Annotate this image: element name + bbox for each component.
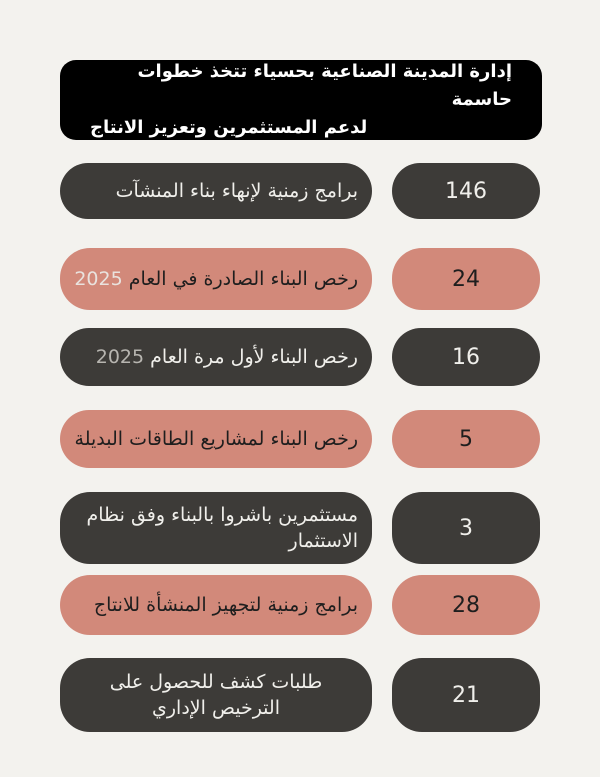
stat-value-row-4 [392, 410, 540, 468]
year-text: 2025 [74, 268, 123, 290]
year-text: 2025 [95, 346, 145, 368]
stat-value-text: 5 [459, 426, 473, 452]
header-title-line-2: لدعم المستثمرين وتعزيز الانتاج [90, 117, 368, 138]
stat-label-text: مستثمرين باشروا بالبناء وفق نظام الاستثمار [86, 504, 358, 552]
stat-label-row-4 [60, 410, 372, 468]
stat-label-row-3 [60, 328, 372, 386]
stat-label-row-5 [60, 492, 372, 564]
stat-label-row-1 [60, 163, 372, 219]
stat-label-text: رخص البناء لمشاريع الطاقات البديلة [74, 428, 358, 450]
stat-label-row-2 [60, 248, 372, 310]
stat-value-row-1 [392, 163, 540, 219]
stat-value-text: 3 [459, 515, 473, 541]
stat-value-text: 24 [452, 266, 480, 292]
stat-value-text: 28 [452, 592, 480, 618]
stat-label-row-7 [60, 658, 372, 732]
stat-value-row-2 [392, 248, 540, 310]
stat-value-row-6 [392, 575, 540, 635]
stat-value-row-7 [392, 658, 540, 732]
stat-label-text: رخص البناء الصادرة في العام 2025 [74, 268, 358, 290]
header-title-line-1: إدارة المدينة الصناعية بحسياء تتخذ خطوات حاسمة [137, 61, 512, 110]
stat-label-text: برامج زمنية لإنهاء بناء المنشآت [115, 180, 358, 202]
stat-label-text: طلبات كشف للحصول على الترخيص الإداري [109, 671, 323, 719]
stat-label-row-6 [60, 575, 372, 635]
stat-label-text: رخص البناء لأول مرة العام 2025 [95, 346, 358, 368]
stat-value-text: 146 [445, 178, 487, 204]
header-title-box [60, 60, 542, 140]
stat-value-text: 21 [452, 682, 480, 708]
stat-value-row-5 [392, 492, 540, 564]
stat-value-row-3 [392, 328, 540, 386]
stat-label-text: برامج زمنية لتجهيز المنشأة للانتاج [93, 594, 358, 616]
stat-value-text: 16 [452, 344, 480, 370]
